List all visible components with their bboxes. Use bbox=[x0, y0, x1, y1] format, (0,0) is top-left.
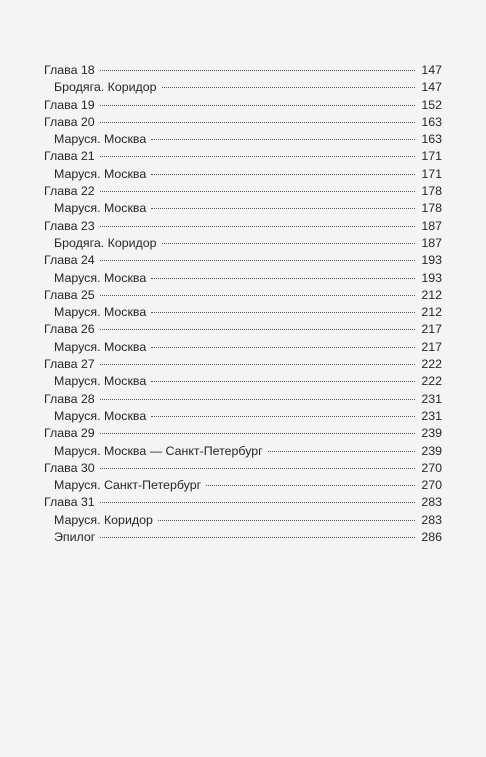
toc-entry-page: 193 bbox=[421, 270, 442, 285]
toc-entry-page: 147 bbox=[421, 63, 442, 77]
toc-entry bbox=[44, 252, 442, 269]
toc-entry-page: 171 bbox=[421, 166, 442, 181]
toc-entry-title: Глава 29 bbox=[44, 426, 95, 441]
dot-leader bbox=[100, 105, 415, 106]
dot-leader bbox=[151, 278, 415, 279]
toc-entry bbox=[44, 62, 442, 79]
toc-entry bbox=[44, 79, 442, 96]
dot-leader bbox=[100, 399, 415, 400]
toc-entry-page: 212 bbox=[421, 305, 442, 320]
toc-entry-title: Глава 23 bbox=[44, 218, 95, 233]
toc-entry-page: 147 bbox=[421, 80, 442, 95]
toc-entry bbox=[44, 460, 442, 477]
toc-entry-page: 187 bbox=[421, 235, 442, 250]
toc-entry-page: 171 bbox=[421, 149, 442, 164]
toc-entry-title: Маруся. Коридор bbox=[54, 512, 153, 527]
toc-entry-page: 231 bbox=[421, 408, 442, 423]
dot-leader bbox=[151, 381, 415, 382]
dot-leader bbox=[100, 226, 415, 227]
toc-entry-page: 163 bbox=[421, 114, 442, 129]
toc-entry-title: Маруся. Москва — Санкт-Петербург bbox=[54, 443, 263, 458]
dot-leader bbox=[100, 191, 415, 192]
toc-entry-title: Бродяга. Коридор bbox=[54, 80, 157, 95]
toc-entry-title: Глава 27 bbox=[44, 357, 95, 372]
toc-entry bbox=[44, 131, 442, 148]
toc-entry-page: 270 bbox=[421, 460, 442, 475]
toc-entry-page: 270 bbox=[421, 478, 442, 493]
toc-entry bbox=[44, 321, 442, 338]
dot-leader bbox=[100, 537, 415, 538]
toc-entry-page: 163 bbox=[421, 132, 442, 147]
toc-entry-title: Глава 20 bbox=[44, 114, 95, 129]
dot-leader bbox=[162, 243, 415, 244]
dot-leader bbox=[100, 122, 415, 123]
toc-entry-title: Маруся. Москва bbox=[54, 305, 147, 320]
toc-entry-page: 283 bbox=[421, 512, 442, 527]
toc-entry-page: 222 bbox=[421, 374, 442, 389]
dot-leader bbox=[268, 451, 415, 452]
toc-entry-page: 178 bbox=[421, 201, 442, 216]
toc-entry-page: 283 bbox=[421, 495, 442, 510]
toc-entry-title: Глава 28 bbox=[44, 391, 95, 406]
toc-entry bbox=[44, 235, 442, 252]
toc-entry bbox=[44, 477, 442, 494]
toc-entry-page: 222 bbox=[421, 357, 442, 372]
toc-entry-page: 217 bbox=[421, 322, 442, 337]
toc-entry-title: Маруся. Москва bbox=[54, 201, 147, 216]
dot-leader bbox=[100, 468, 415, 469]
toc-entry bbox=[44, 373, 442, 390]
dot-leader bbox=[206, 485, 415, 486]
toc-entry bbox=[44, 270, 442, 287]
toc-entry-page: 212 bbox=[421, 287, 442, 302]
toc-entry-title: Маруся. Москва bbox=[54, 132, 147, 147]
toc-entry-title: Маруся. Санкт-Петербург bbox=[54, 478, 202, 493]
toc-entry-title: Глава 18 bbox=[44, 63, 95, 77]
toc-entry-title: Маруся. Москва bbox=[54, 166, 147, 181]
toc-entry-title: Бродяга. Коридор bbox=[54, 235, 157, 250]
toc-entry-title: Маруся. Москва bbox=[54, 374, 147, 389]
toc-entry-title: Глава 26 bbox=[44, 322, 95, 337]
toc-entry bbox=[44, 114, 442, 131]
dot-leader bbox=[100, 364, 415, 365]
dot-leader bbox=[151, 312, 415, 313]
toc-entry-page: 152 bbox=[421, 97, 442, 112]
toc-entry bbox=[44, 183, 442, 200]
toc-entry-page: 217 bbox=[421, 339, 442, 354]
dot-leader bbox=[151, 139, 415, 140]
toc-entry-page: 286 bbox=[421, 530, 442, 545]
toc-entry bbox=[44, 166, 442, 183]
dot-leader bbox=[158, 520, 415, 521]
toc-entry bbox=[44, 529, 442, 546]
dot-leader bbox=[100, 295, 415, 296]
toc-entry bbox=[44, 200, 442, 217]
dot-leader bbox=[100, 70, 415, 71]
toc-entry bbox=[44, 148, 442, 165]
toc-entry-title: Глава 19 bbox=[44, 97, 95, 112]
toc-entry bbox=[44, 356, 442, 373]
toc-entry-title: Глава 24 bbox=[44, 253, 95, 268]
toc-entry-title: Глава 21 bbox=[44, 149, 95, 164]
toc-entry bbox=[44, 443, 442, 460]
toc-entry bbox=[44, 425, 442, 442]
toc-entry-title: Маруся. Москва bbox=[54, 339, 147, 354]
toc-entry-title: Маруся. Москва bbox=[54, 408, 147, 423]
toc-entry-page: 231 bbox=[421, 391, 442, 406]
toc-entry-title: Глава 30 bbox=[44, 460, 95, 475]
dot-leader bbox=[162, 87, 415, 88]
toc-entry bbox=[44, 391, 442, 408]
toc-entry-title: Глава 31 bbox=[44, 495, 95, 510]
dot-leader bbox=[151, 208, 415, 209]
table-of-contents bbox=[44, 62, 442, 546]
toc-entry-title: Маруся. Москва bbox=[54, 270, 147, 285]
toc-entry-title: Глава 22 bbox=[44, 184, 95, 199]
toc-entry-page: 239 bbox=[421, 426, 442, 441]
dot-leader bbox=[151, 174, 415, 175]
dot-leader bbox=[100, 260, 415, 261]
toc-entry bbox=[44, 494, 442, 511]
toc-entry bbox=[44, 512, 442, 529]
dot-leader bbox=[100, 502, 415, 503]
toc-entry-page: 193 bbox=[421, 253, 442, 268]
dot-leader bbox=[100, 329, 415, 330]
dot-leader bbox=[100, 433, 415, 434]
dot-leader bbox=[100, 156, 415, 157]
toc-entry bbox=[44, 287, 442, 304]
toc-entry bbox=[44, 339, 442, 356]
toc-entry-title: Глава 25 bbox=[44, 287, 95, 302]
toc-entry bbox=[44, 97, 442, 114]
toc-entry-page: 178 bbox=[421, 184, 442, 199]
toc-entry-title: Эпилог bbox=[54, 530, 96, 545]
toc-entry bbox=[44, 408, 442, 425]
toc-entry bbox=[44, 304, 442, 321]
toc-entry bbox=[44, 218, 442, 235]
toc-entry-page: 239 bbox=[421, 443, 442, 458]
dot-leader bbox=[151, 347, 415, 348]
dot-leader bbox=[151, 416, 415, 417]
toc-entry-page: 187 bbox=[421, 218, 442, 233]
